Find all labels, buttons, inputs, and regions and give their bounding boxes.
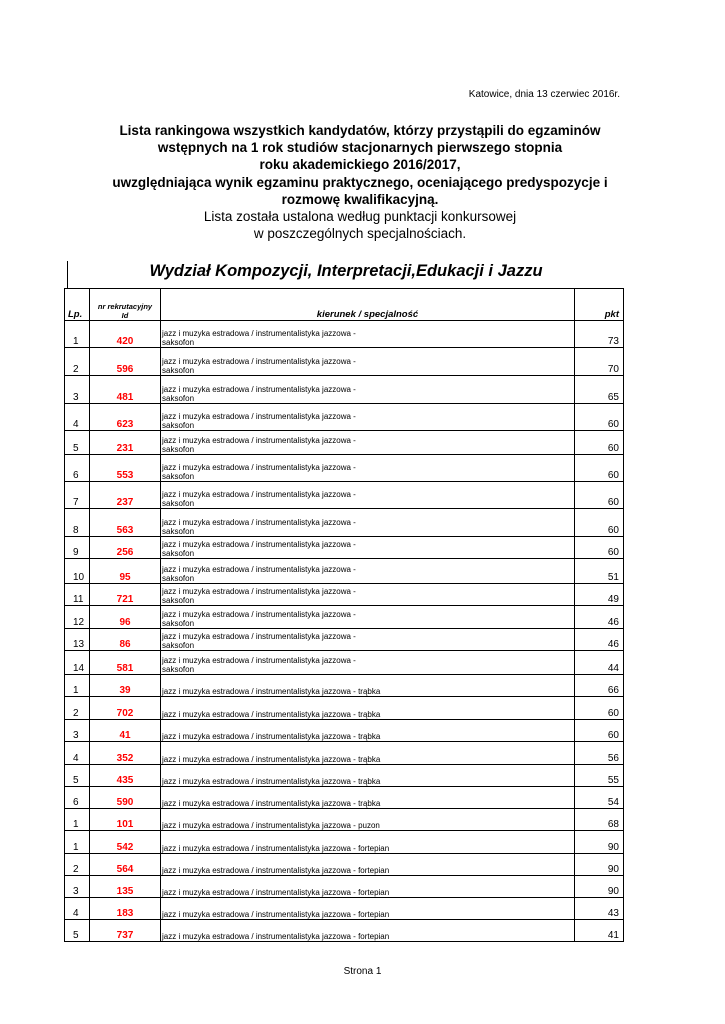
- row-kierunek: [161, 920, 575, 942]
- table-row: [65, 431, 624, 455]
- table-row: [65, 559, 624, 584]
- row-lp: 7: [65, 482, 90, 509]
- table-row: [65, 651, 624, 675]
- title-line: uwzględniająca wynik egzaminu praktycznego, oceniającego predyspozycje i: [112, 174, 608, 190]
- row-kierunek: [161, 584, 575, 606]
- row-lp: 12: [65, 606, 90, 629]
- table-row: [65, 455, 624, 482]
- table-row: [65, 509, 624, 537]
- row-kierunek-line1: jazz i muzyka estradowa / instrumentalistyka jazzowa - trąbka: [162, 755, 381, 764]
- row-id: 95: [90, 559, 161, 584]
- row-lp: 6: [65, 787, 90, 809]
- table-row: [65, 809, 624, 831]
- table-row: [65, 629, 624, 651]
- row-kierunek-line1: jazz i muzyka estradowa / instrumentalistyka jazzowa - fortepian: [162, 910, 390, 919]
- row-lp: 5: [65, 765, 90, 787]
- column-header-kierunek: kierunek / specjalność: [161, 289, 575, 321]
- title-line: roku akademickiego 2016/2017,: [259, 157, 461, 173]
- row-id: 231: [90, 431, 161, 455]
- row-lp: 1: [65, 809, 90, 831]
- row-lp: 3: [65, 876, 90, 898]
- row-lp: 4: [65, 404, 90, 431]
- table-row: [65, 898, 624, 920]
- row-kierunek-line1: jazz i muzyka estradowa / instrumentalistyka jazzowa -: [162, 357, 356, 366]
- row-lp: 1: [65, 675, 90, 697]
- row-kierunek-line2: saksofon: [162, 421, 195, 430]
- row-kierunek-line2: saksofon: [162, 549, 195, 558]
- row-kierunek: [161, 720, 575, 742]
- row-kierunek-line2: saksofon: [162, 472, 195, 481]
- row-kierunek: [161, 809, 575, 831]
- row-id: 481: [90, 376, 161, 404]
- row-kierunek-line2: saksofon: [162, 338, 195, 347]
- row-kierunek-line1: jazz i muzyka estradowa / instrumentalistyka jazzowa -: [162, 436, 356, 445]
- row-pkt: 73: [575, 321, 624, 348]
- column-header-pkt: pkt: [575, 289, 624, 321]
- faculty-title: Wydział Kompozycji, Interpretacji,Edukacji i Jazzu: [67, 261, 624, 289]
- table-row: [65, 675, 624, 697]
- row-kierunek-line1: jazz i muzyka estradowa / instrumentalistyka jazzowa - fortepian: [162, 866, 390, 875]
- row-kierunek-line1: jazz i muzyka estradowa / instrumentalistyka jazzowa - trąbka: [162, 732, 381, 741]
- row-id: 352: [90, 742, 161, 765]
- row-pkt: 90: [575, 831, 624, 854]
- page-footer: Strona 1: [343, 966, 382, 977]
- row-pkt: 70: [575, 348, 624, 376]
- table-row: [65, 321, 624, 348]
- table-row: [65, 920, 624, 942]
- title-line: rozmowę kwalifikacyjną.: [281, 191, 439, 207]
- row-kierunek-line1: jazz i muzyka estradowa / instrumentalistyka jazzowa -: [162, 490, 356, 499]
- row-lp: 5: [65, 920, 90, 942]
- row-pkt: 51: [575, 559, 624, 584]
- row-pkt: 66: [575, 675, 624, 697]
- row-kierunek-line1: jazz i muzyka estradowa / instrumentalistyka jazzowa - puzon: [162, 821, 380, 830]
- row-pkt: 65: [575, 376, 624, 404]
- row-pkt: 90: [575, 876, 624, 898]
- row-pkt: 60: [575, 404, 624, 431]
- row-lp: 4: [65, 898, 90, 920]
- row-kierunek-line1: jazz i muzyka estradowa / instrumentalistyka jazzowa - fortepian: [162, 932, 390, 941]
- table-row: [65, 584, 624, 606]
- row-lp: 2: [65, 697, 90, 720]
- row-kierunek: [161, 697, 575, 720]
- row-kierunek-line2: saksofon: [162, 527, 195, 536]
- row-id: 721: [90, 584, 161, 606]
- row-id: 237: [90, 482, 161, 509]
- row-kierunek: [161, 606, 575, 629]
- row-kierunek-line1: jazz i muzyka estradowa / instrumentalistyka jazzowa - trąbka: [162, 777, 381, 786]
- row-id: 542: [90, 831, 161, 854]
- row-id: 96: [90, 606, 161, 629]
- row-pkt: 90: [575, 854, 624, 876]
- row-kierunek-line1: jazz i muzyka estradowa / instrumentalistyka jazzowa -: [162, 540, 356, 549]
- row-pkt: 43: [575, 898, 624, 920]
- row-lp: 9: [65, 537, 90, 559]
- row-pkt: 60: [575, 537, 624, 559]
- row-pkt: 68: [575, 809, 624, 831]
- row-id: 183: [90, 898, 161, 920]
- row-kierunek-line2: saksofon: [162, 366, 195, 375]
- table-row: [65, 787, 624, 809]
- row-id: 86: [90, 629, 161, 651]
- row-lp: 13: [65, 629, 90, 651]
- table-row: [65, 765, 624, 787]
- row-kierunek-line2: saksofon: [162, 641, 195, 650]
- row-id: 737: [90, 920, 161, 942]
- table-row: [65, 876, 624, 898]
- row-pkt: 60: [575, 697, 624, 720]
- row-id: 256: [90, 537, 161, 559]
- row-pkt: 60: [575, 455, 624, 482]
- row-kierunek: [161, 765, 575, 787]
- row-lp: 11: [65, 584, 90, 606]
- row-pkt: 60: [575, 431, 624, 455]
- row-kierunek: [161, 831, 575, 854]
- table-row: [65, 348, 624, 376]
- row-kierunek-line2: saksofon: [162, 619, 195, 628]
- row-kierunek-line1: jazz i muzyka estradowa / instrumentalistyka jazzowa -: [162, 656, 356, 665]
- row-kierunek-line1: jazz i muzyka estradowa / instrumentalistyka jazzowa - fortepian: [162, 888, 390, 897]
- row-kierunek-line1: jazz i muzyka estradowa / instrumentalistyka jazzowa -: [162, 632, 356, 641]
- row-id: 564: [90, 854, 161, 876]
- row-kierunek-line1: jazz i muzyka estradowa / instrumentalistyka jazzowa - trąbka: [162, 799, 381, 808]
- row-lp: 1: [65, 831, 90, 854]
- row-id: 590: [90, 787, 161, 809]
- column-header-id: [90, 289, 161, 321]
- row-kierunek: [161, 675, 575, 697]
- row-lp: 3: [65, 376, 90, 404]
- row-pkt: 44: [575, 651, 624, 675]
- row-pkt: 46: [575, 629, 624, 651]
- row-kierunek-line1: jazz i muzyka estradowa / instrumentalistyka jazzowa -: [162, 518, 356, 527]
- table-row: [65, 482, 624, 509]
- document-date: Katowice, dnia 13 czerwiec 2016r.: [468, 89, 620, 100]
- row-lp: 2: [65, 854, 90, 876]
- row-id: 420: [90, 321, 161, 348]
- row-lp: 2: [65, 348, 90, 376]
- row-pkt: 60: [575, 720, 624, 742]
- row-pkt: 56: [575, 742, 624, 765]
- row-kierunek-line2: saksofon: [162, 665, 195, 674]
- row-kierunek-line1: jazz i muzyka estradowa / instrumentalistyka jazzowa -: [162, 565, 356, 574]
- row-kierunek-line2: saksofon: [162, 445, 195, 454]
- table-row: [65, 742, 624, 765]
- row-kierunek-line1: jazz i muzyka estradowa / instrumentalistyka jazzowa -: [162, 610, 356, 619]
- row-kierunek: [161, 742, 575, 765]
- row-kierunek: [161, 482, 575, 509]
- table-row: [65, 376, 624, 404]
- document-heading: [60, 122, 660, 242]
- row-kierunek: [161, 559, 575, 584]
- row-pkt: 49: [575, 584, 624, 606]
- table-header-row: [65, 289, 624, 321]
- row-kierunek-line1: jazz i muzyka estradowa / instrumentalistyka jazzowa -: [162, 385, 356, 394]
- row-kierunek: [161, 509, 575, 537]
- table-body: [65, 321, 624, 942]
- row-kierunek-line1: jazz i muzyka estradowa / instrumentalistyka jazzowa -: [162, 329, 356, 338]
- column-header-lp: Lp.: [65, 289, 90, 321]
- row-kierunek: [161, 787, 575, 809]
- note-line: Lista została ustalona według punktacji konkursowej: [203, 209, 517, 225]
- row-pkt: 54: [575, 787, 624, 809]
- row-kierunek: [161, 455, 575, 482]
- row-kierunek: [161, 537, 575, 559]
- row-kierunek: [161, 404, 575, 431]
- row-kierunek-line1: jazz i muzyka estradowa / instrumentalistyka jazzowa - trąbka: [162, 687, 381, 696]
- row-id: 101: [90, 809, 161, 831]
- row-kierunek-line1: jazz i muzyka estradowa / instrumentalistyka jazzowa -: [162, 412, 356, 421]
- row-lp: 5: [65, 431, 90, 455]
- row-kierunek: [161, 321, 575, 348]
- row-id: 41: [90, 720, 161, 742]
- row-kierunek-line1: jazz i muzyka estradowa / instrumentalistyka jazzowa - trąbka: [162, 710, 381, 719]
- row-kierunek-line2: saksofon: [162, 499, 195, 508]
- row-kierunek-line1: jazz i muzyka estradowa / instrumentalistyka jazzowa -: [162, 463, 356, 472]
- row-id: 702: [90, 697, 161, 720]
- row-lp: 14: [65, 651, 90, 675]
- table-row: [65, 831, 624, 854]
- row-lp: 6: [65, 455, 90, 482]
- table-row: [65, 404, 624, 431]
- column-header-id-line2: Id: [121, 311, 129, 320]
- row-lp: 10: [65, 559, 90, 584]
- column-header-id-line1: nr rekrutacyjny: [97, 302, 153, 311]
- row-pkt: 41: [575, 920, 624, 942]
- row-kierunek-line2: saksofon: [162, 596, 195, 605]
- row-kierunek: [161, 898, 575, 920]
- row-id: 623: [90, 404, 161, 431]
- row-id: 581: [90, 651, 161, 675]
- table-row: [65, 854, 624, 876]
- row-pkt: 60: [575, 482, 624, 509]
- row-id: 135: [90, 876, 161, 898]
- row-id: 563: [90, 509, 161, 537]
- table-row: [65, 606, 624, 629]
- title-line: Lista rankingowa wszystkich kandydatów, którzy przystąpili do egzaminów: [119, 123, 601, 138]
- row-lp: 4: [65, 742, 90, 765]
- row-pkt: 60: [575, 509, 624, 537]
- row-kierunek: [161, 348, 575, 376]
- row-id: 435: [90, 765, 161, 787]
- row-kierunek: [161, 431, 575, 455]
- table-row: [65, 720, 624, 742]
- row-kierunek: [161, 376, 575, 404]
- row-pkt: 46: [575, 606, 624, 629]
- row-kierunek-line1: jazz i muzyka estradowa / instrumentalistyka jazzowa -: [162, 587, 356, 596]
- row-lp: 1: [65, 321, 90, 348]
- row-kierunek-line2: saksofon: [162, 394, 195, 403]
- row-kierunek: [161, 651, 575, 675]
- title-line: wstępnych na 1 rok studiów stacjonarnych pierwszego stopnia: [157, 140, 563, 156]
- row-kierunek: [161, 854, 575, 876]
- row-id: 39: [90, 675, 161, 697]
- table-row: [65, 697, 624, 720]
- row-lp: 8: [65, 509, 90, 537]
- row-kierunek-line1: jazz i muzyka estradowa / instrumentalistyka jazzowa - fortepian: [162, 844, 390, 853]
- table-row: [65, 537, 624, 559]
- row-kierunek: [161, 629, 575, 651]
- row-id: 596: [90, 348, 161, 376]
- row-kierunek-line2: saksofon: [162, 574, 195, 583]
- row-lp: 3: [65, 720, 90, 742]
- row-kierunek: [161, 876, 575, 898]
- note-line: w poszczególnych specjalnościach.: [253, 226, 467, 242]
- ranking-table: [64, 288, 624, 942]
- row-id: 553: [90, 455, 161, 482]
- row-pkt: 55: [575, 765, 624, 787]
